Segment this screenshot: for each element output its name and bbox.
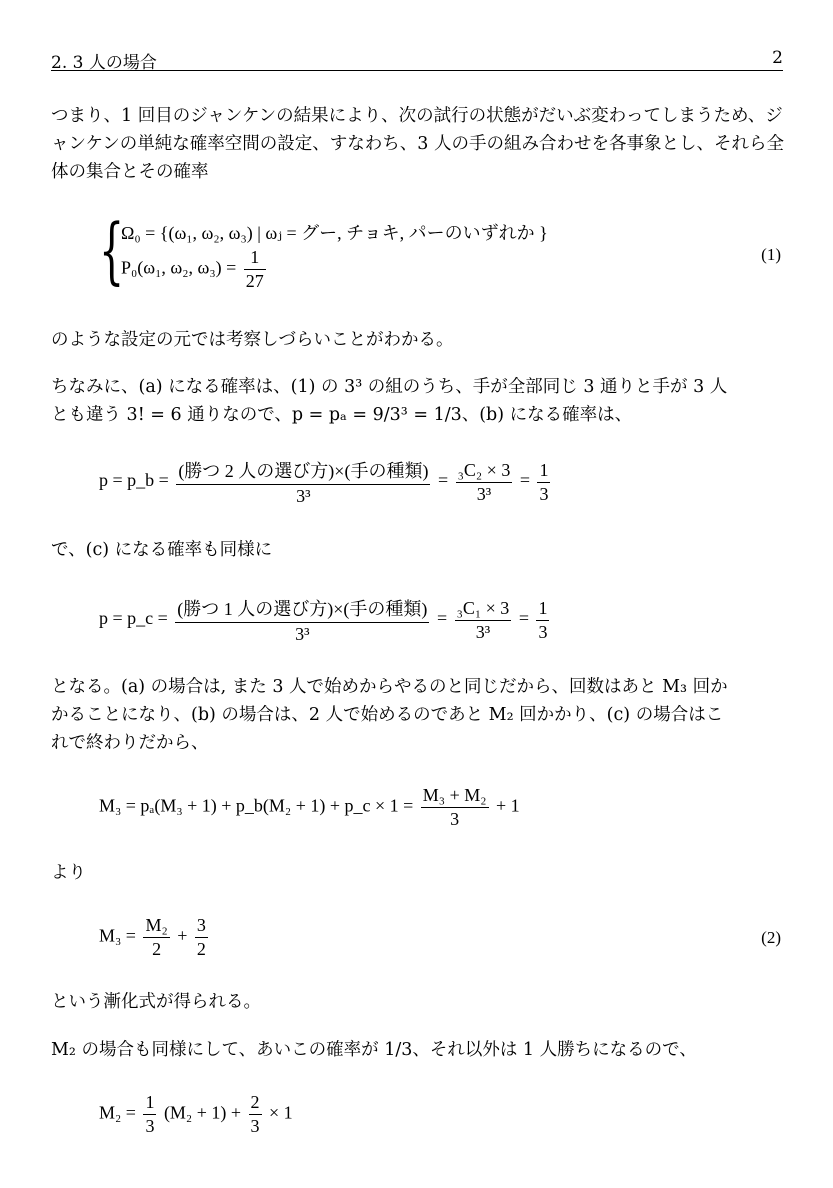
equation-m3-lhs: M₃ = pₐ(M₃ + 1) + p_b(M₂ + 1) + p_c × 1 = bbox=[99, 795, 414, 816]
fraction bbox=[421, 785, 489, 830]
equation-pb: p = p_b = $\frac{\text{(勝つ 2 人の選び方)×(手の種類)}}{\text{3³}}$ = $\frac{\text{₃C₂ × 3}}{\text{3³}}$ = $\frac{1}{3}$ bbox=[99, 457, 553, 507]
fraction bbox=[536, 598, 549, 643]
paragraph-5-line-2: かることになり、(b) の場合は、2 人で始めるのであと M₂ 回かかり、(c) の場合はこ bbox=[51, 705, 724, 725]
fraction bbox=[143, 915, 169, 960]
equation-m2-lhs: M₂ = bbox=[99, 1102, 136, 1123]
left-brace: { bbox=[99, 208, 125, 292]
numerator: 1 bbox=[536, 598, 549, 621]
fraction bbox=[143, 1092, 156, 1137]
equation-m2 bbox=[99, 1092, 293, 1137]
denominator: 3 bbox=[450, 809, 460, 829]
running-header bbox=[51, 48, 783, 71]
denominator: 3³ bbox=[476, 483, 492, 504]
equation-pb-lhs: p = p_b = bbox=[99, 470, 169, 491]
equation-pc: p = p_c = $\frac{\text{(勝つ 1 人の選び方)×(手の種類)}}{\text{3³}}$ = $\frac{\text{₃C₁ × 3}}{\text{3³}}$ = $\frac{1}{3}$ bbox=[99, 595, 552, 645]
denominator: 3³ bbox=[475, 621, 491, 642]
fraction bbox=[195, 915, 208, 960]
equation-2: M₃ = $\frac{\text{M₂}}{2}$ + $\frac{3}{2}$ bbox=[99, 915, 206, 959]
equation-m2-mid: (M₂ + 1) + bbox=[163, 1102, 242, 1123]
paragraph-6: より bbox=[51, 863, 86, 883]
numerator: M₂ bbox=[143, 915, 169, 938]
fraction bbox=[456, 460, 513, 505]
fraction bbox=[176, 457, 430, 507]
numerator: ₃C₂ × 3 bbox=[456, 460, 513, 483]
numerator: 1 bbox=[143, 1092, 156, 1115]
paragraph-3-line-1: ちなみに、(a) になる確率は、(1) の 3³ の組のうち、手が全部同じ 3 通りと手が 3 人 bbox=[51, 377, 728, 397]
denominator: 2 bbox=[152, 939, 162, 959]
numerator: ₃C₁ × 3 bbox=[455, 598, 512, 621]
paragraph-2: のような設定の元では考察しづらいことがわかる。 bbox=[51, 330, 454, 350]
denominator: 3³ bbox=[296, 486, 311, 506]
denominator: 3 bbox=[145, 1116, 155, 1136]
denominator: 27 bbox=[245, 271, 264, 291]
fraction bbox=[249, 1092, 262, 1137]
numerator: M₃ + M₂ bbox=[421, 785, 489, 808]
paragraph-7: という漸化式が得られる。 bbox=[51, 992, 261, 1012]
denominator: 3 bbox=[538, 621, 548, 642]
fraction bbox=[537, 460, 550, 505]
denominator: 2 bbox=[196, 939, 206, 959]
numerator: 1 bbox=[244, 247, 266, 270]
denominator: 3³ bbox=[295, 624, 310, 644]
paragraph-5-line-1: となる。(a) の場合は, また 3 人で始めからやるのと同じだから、回数はあと M₃ 回か bbox=[51, 677, 728, 697]
equation-number-1: (1) bbox=[761, 245, 781, 264]
numerator: 1 bbox=[537, 460, 550, 483]
equation-m3 bbox=[99, 785, 520, 830]
numerator: 3 bbox=[195, 915, 208, 938]
fraction bbox=[175, 595, 429, 645]
equation-m3-tail: + 1 bbox=[496, 795, 520, 816]
paragraph-8: M₂ の場合も同様にして、あいこの確率が 1/3、それ以外は 1 人勝ちになるので、 bbox=[51, 1040, 697, 1060]
equation-1-line-2 bbox=[121, 247, 269, 292]
equation-pc-lhs: p = p_c = bbox=[99, 608, 168, 629]
fraction bbox=[455, 598, 512, 643]
denominator: 3 bbox=[250, 1116, 260, 1136]
equation-1-lhs: P₀(ω₁, ω₂, ω₃) = bbox=[121, 257, 237, 278]
paragraph-4: で、(c) になる確率も同様に bbox=[51, 540, 273, 560]
equation-m2-tail: × 1 bbox=[269, 1102, 293, 1123]
section-title: 2. 3 人の場合 bbox=[51, 53, 157, 73]
numerator: (勝つ 2 人の選び方)×(手の種類) bbox=[176, 457, 430, 485]
equation-1-line-1: Ω₀ = {(ω₁, ω₂, ω₃) | ωⱼ = グー, チョキ, パーのいずれか } bbox=[121, 223, 548, 243]
denominator: 3 bbox=[539, 483, 549, 504]
equation-2-lhs: M₃ = bbox=[99, 925, 136, 946]
paragraph-intro: つまり、1 回目のジャンケンの結果により、次の試行の状態がだいぶ変わってしまうため、ジャンケンの単純な確率空間の設定、すなわち、3 人の手の組み合わせを各事象とし、それら全体の集合とその確率 bbox=[51, 106, 784, 182]
equation-number-2: (2) bbox=[761, 928, 781, 947]
paragraph-5-line-3: れで終わりだから、 bbox=[51, 733, 209, 753]
paragraph-3-line-2: とも違う 3! = 6 通りなので、p = pₐ = 9/3³ = 1/3、(b) になる確率は、 bbox=[51, 405, 633, 425]
fraction bbox=[244, 247, 266, 292]
page-number: 2 bbox=[772, 48, 783, 68]
numerator: (勝つ 1 人の選び方)×(手の種類) bbox=[175, 595, 429, 623]
numerator: 2 bbox=[249, 1092, 262, 1115]
